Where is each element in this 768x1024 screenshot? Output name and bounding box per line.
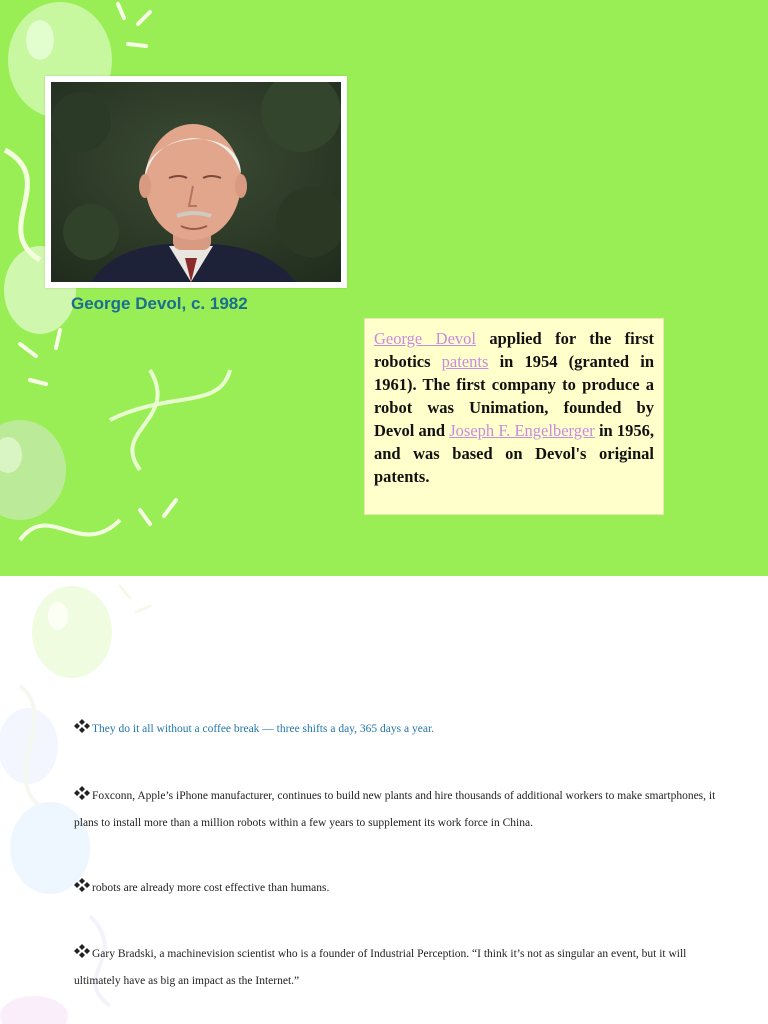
info-box <box>364 318 664 515</box>
bullet-item-1 <box>74 716 724 743</box>
bullet-item-4 <box>74 941 724 995</box>
info-text-1: applied for the first robotics <box>374 329 654 371</box>
bullet-item-3 <box>74 875 724 902</box>
link-patents[interactable]: patents <box>441 352 489 371</box>
bullet-text-2: Foxconn, Apple’s iPhone manufacturer, continues to build new plants and hire thousands of additional workers to make smartphones, it plans to install more than a million robots within a few years to supplement its work force in China. <box>74 790 716 829</box>
bullet-item-2 <box>74 783 724 837</box>
link-george-devol[interactable]: George Devol <box>374 329 476 348</box>
photo-caption: George Devol, c. 1982 <box>71 294 248 313</box>
info-text-3: in 1956, and was based on Devol's original patents. <box>374 421 654 486</box>
info-paragraph <box>374 327 654 488</box>
four-diamond-bullet-icon <box>74 944 90 958</box>
link-joseph-engelberger[interactable]: Joseph F. Engelberger <box>449 421 595 440</box>
four-diamond-bullet-icon <box>74 786 90 800</box>
four-diamond-bullet-icon <box>74 719 90 733</box>
four-diamond-bullet-icon <box>74 878 90 892</box>
portrait-photo <box>51 82 341 282</box>
bullet-text-3: robots are already more cost effective than humans. <box>92 882 330 894</box>
bullet-text-1: They do it all without a coffee break — three shifts a day, 365 days a year. <box>92 723 435 735</box>
info-text-2: in 1954 (granted in 1961). The first company to produce a robot was Unimation, founded by Devol and <box>374 352 654 440</box>
photo-frame <box>45 76 347 288</box>
bullet-text-4: Gary Bradski, a machinevision scientist who is a founder of Industrial Perception. “I think it’s not as singular an event, but it will ultimately have as big an impact as the Internet.” <box>74 948 687 987</box>
